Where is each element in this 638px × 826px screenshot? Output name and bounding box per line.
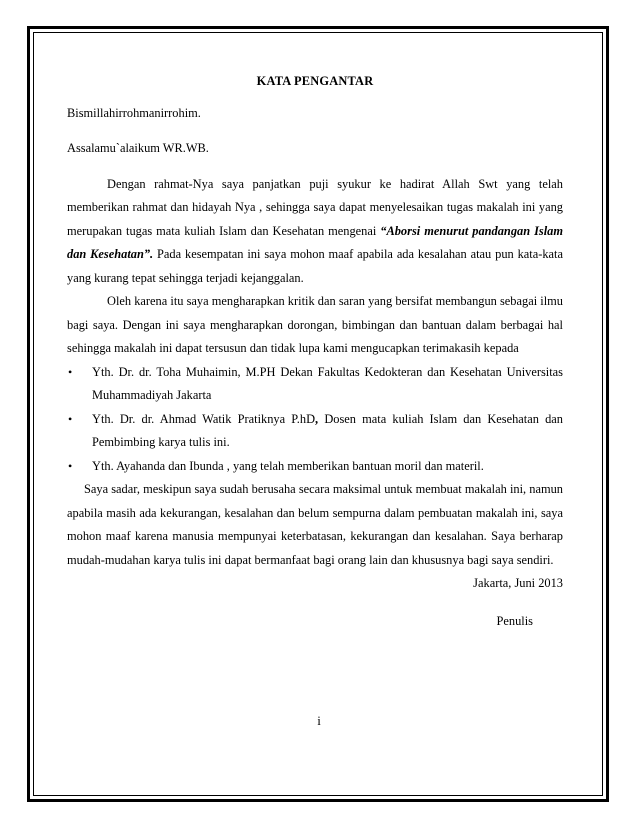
document-body <box>67 70 563 633</box>
list-item-comma: , <box>315 411 319 426</box>
acknowledgement-list <box>67 361 563 479</box>
list-item-text: Yth. Dr. dr. Ahmad Watik Pratiknya P.hD <box>92 411 316 426</box>
paragraph-intro-topic: “Aborsi menurut pandangan Islam dan Kesehatan”. <box>67 223 563 261</box>
list-item-text: Yth. Ayahanda dan Ibunda , yang telah memberikan bantuan moril dan materil. <box>92 458 484 473</box>
list-item <box>67 455 563 479</box>
place-date: Jakarta, Juni 2013 <box>473 576 563 590</box>
spacer <box>67 161 563 173</box>
list-item <box>67 361 563 408</box>
list-item-text-continued: Dosen mata kuliah Islam dan Kesehatan dan Pembimbing karya tulis ini. <box>92 411 563 449</box>
bullet-icon: • <box>68 364 73 379</box>
paragraph-intro-text-b: Pada kesempatan ini saya mohon maaf apabila ada kesalahan atau pun kata-kata yang kurang tepat sehingga terjadi kejanggalan. <box>67 247 563 285</box>
signer-name: Penulis <box>496 613 533 628</box>
document-title: KATA PENGANTAR <box>256 74 374 88</box>
list-item-text: Yth. Dr. dr. Toha Muhaimin, M.PH Dekan Fakultas Kedokteran dan Kesehatan Universitas Muhammadiyah Jakarta <box>92 364 563 402</box>
page-number: i <box>317 713 321 728</box>
list-item <box>67 408 563 455</box>
opening-greeting: Assalamu`alaikum WR.WB. <box>67 141 209 155</box>
bullet-icon: • <box>68 458 73 473</box>
paragraph-thanks: Oleh karena itu saya mengharapkan kritik dan saran yang bersifat membangun sebagai ilmu bagi saya. Dengan ini saya mengharapkan dorongan, bimbingan dan bantuan dalam berbagai hal sehingga makalah ini dapat tersusun dan tidak lupa kami mengucapkan terimakasih kepada <box>67 294 563 355</box>
opening-basmala: Bismillahirrohmanirrohim. <box>67 105 201 120</box>
spacer <box>67 125 563 137</box>
paragraph-closing: Saya sadar, meskipun saya sudah berusaha secara maksimal untuk membuat makalah ini, namun apabila masih ada kekurangan, kesalahan dan belum sempurna dalam pembuatan makalah ini, saya mohon maaf karena manusia mempunyai keterbatasan, kekurangan dan kesalahan. Saya berharap mudah-mudahan karya tulis ini dapat bermanfaat bagi orang lain dan khususnya bagi saya sendiri. <box>67 482 563 567</box>
paragraph-intro <box>67 173 563 291</box>
bullet-icon: • <box>68 411 73 426</box>
paragraph-intro-text-a: Dengan rahmat-Nya saya panjatkan puji syukur ke hadirat Allah Swt yang telah memberikan rahmat dan hidayah Nya , sehingga saya dapat menyelesaikan tugas makalah ini yang merupakan tugas mata kuliah Islam dan Kesehatan mengenai <box>67 176 563 238</box>
